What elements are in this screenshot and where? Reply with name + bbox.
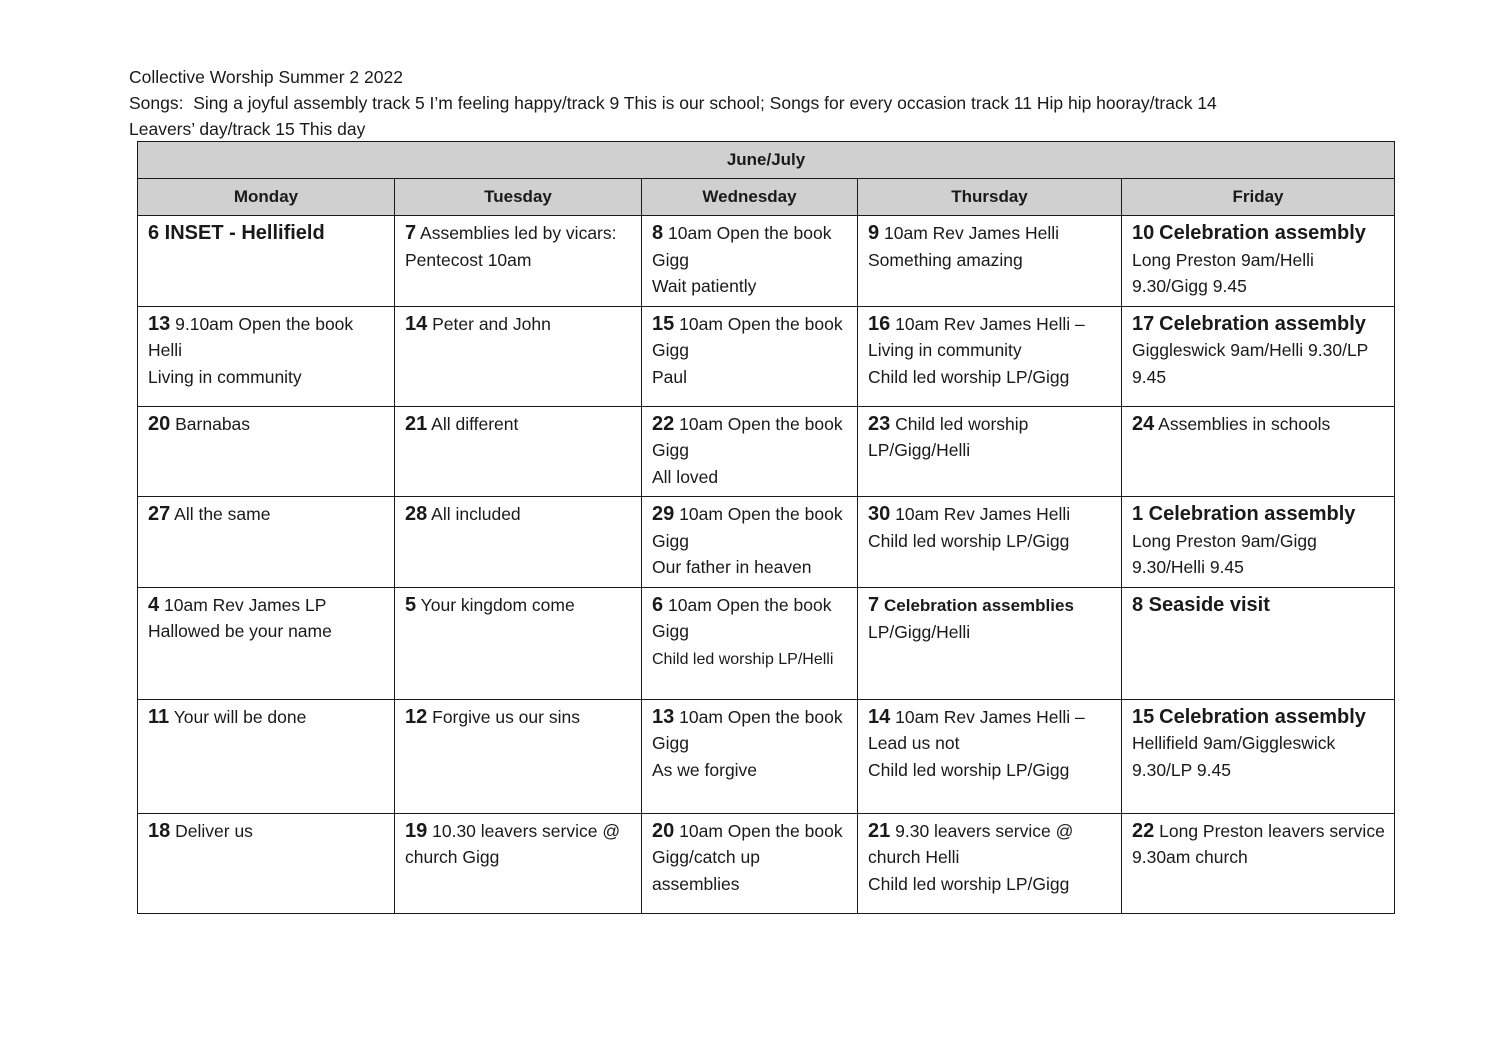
cell-text: 10am Open the book Gigg xyxy=(652,594,832,641)
cell-text: 10am Open the book Gigg xyxy=(652,706,843,753)
cell-wednesday xyxy=(642,216,858,307)
cell-monday xyxy=(138,699,395,813)
cell-text: 9.30 leavers service @ church Helli xyxy=(868,820,1074,867)
cell-text-2: Living in community xyxy=(148,366,302,387)
cell-date: 10 xyxy=(1132,222,1155,244)
cell-thursday xyxy=(858,813,1122,913)
cell-monday xyxy=(138,406,395,497)
cell-text: Assemblies led by vicars: Pentecost 10am xyxy=(405,223,617,270)
cell-date: 4 xyxy=(148,593,160,616)
cell-date: 12 xyxy=(405,705,428,728)
cell-thursday xyxy=(858,699,1122,813)
cell-date: 6 INSET - Hellifield xyxy=(148,222,325,244)
cell-monday xyxy=(138,216,395,307)
cell-tuesday xyxy=(395,497,642,588)
cell-text: 10am Rev James Helli xyxy=(884,223,1060,243)
table-row xyxy=(138,813,1395,913)
cell-tuesday xyxy=(395,699,642,813)
cell-text: 9.10am Open the book Helli xyxy=(148,313,354,360)
cell-date: 13 xyxy=(148,312,171,335)
cell-date: 28 xyxy=(405,503,428,525)
cell-text: All included xyxy=(431,504,521,524)
cell-tuesday xyxy=(395,587,642,699)
cell-text: Barnabas xyxy=(175,413,251,434)
cell-text: Giggleswick 9am/Helli 9.30/LP 9.45 xyxy=(1132,340,1369,387)
table-row xyxy=(138,306,1395,406)
cell-text-2: Wait patiently xyxy=(652,276,757,296)
cell-thursday xyxy=(858,587,1122,699)
cell-date: 1 Celebration assembly xyxy=(1132,503,1356,525)
cell-date: 15 xyxy=(652,312,675,335)
cell-text: Peter and John xyxy=(432,313,551,334)
cell-text: 10am Open the book Gigg xyxy=(652,504,843,551)
cell-text-2: Hallowed be your name xyxy=(148,621,332,641)
cell-text-2: Child led worship LP/Helli xyxy=(652,650,834,668)
cell-date: 29 xyxy=(652,503,675,525)
cell-text: Your will be done xyxy=(173,706,307,727)
cell-date: 18 xyxy=(148,819,171,842)
cell-text-2: Paul xyxy=(652,366,688,387)
cell-date: 22 xyxy=(652,412,675,435)
cell-text: Assemblies in schools xyxy=(1158,413,1331,434)
cell-monday xyxy=(138,587,395,699)
cell-date: 23 xyxy=(868,412,891,435)
cell-friday xyxy=(1122,699,1395,813)
cell-date: 9 xyxy=(868,222,880,244)
cell-text: 10am Rev James Helli – Lead us not xyxy=(868,706,1085,753)
period-header: June/July xyxy=(138,142,1395,179)
cell-date: 14 xyxy=(405,312,428,335)
cell-text-2: Child led worship LP/Gigg xyxy=(868,873,1070,894)
cell-text: 10am Rev James Helli – Living in community xyxy=(868,313,1085,360)
worship-calendar-table xyxy=(137,141,1395,914)
cell-tuesday xyxy=(395,216,642,307)
cell-date: 30 xyxy=(868,503,891,525)
cell-text: Child led worship LP/Gigg/Helli xyxy=(868,413,1029,460)
table-row xyxy=(138,406,1395,497)
document-heading xyxy=(129,64,1389,142)
cell-text-2: Child led worship LP/Gigg xyxy=(868,530,1070,551)
cell-date: 24 xyxy=(1132,412,1155,435)
cell-tuesday xyxy=(395,406,642,497)
cell-date: 6 xyxy=(652,593,664,616)
cell-text: 10am Open the book Gigg/catch up assemblies xyxy=(652,820,843,894)
cell-text-2: Our father in heaven xyxy=(652,557,812,577)
table-row xyxy=(138,216,1395,307)
cell-wednesday xyxy=(642,813,858,913)
cell-monday xyxy=(138,497,395,588)
cell-date: 19 xyxy=(405,819,428,842)
cell-friday xyxy=(1122,406,1395,497)
cell-text: Long Preston leavers service 9.30am church xyxy=(1132,820,1385,867)
cell-monday xyxy=(138,306,395,406)
cell-wednesday xyxy=(642,406,858,497)
cell-date: 11 xyxy=(148,705,170,728)
cell-text: 10am Open the book Gigg xyxy=(652,313,843,360)
cell-bold-text: Celebration assemblies xyxy=(884,595,1074,615)
cell-bold-text: Celebration assembly xyxy=(1159,705,1366,728)
cell-bold-text: Celebration assembly xyxy=(1159,312,1366,335)
cell-tuesday xyxy=(395,813,642,913)
cell-date: 27 xyxy=(148,503,171,525)
cell-date: 13 xyxy=(652,705,675,728)
cell-monday xyxy=(138,813,395,913)
cell-wednesday xyxy=(642,587,858,699)
table-row xyxy=(138,497,1395,588)
cell-date: 21 xyxy=(405,412,428,435)
cell-date: 15 xyxy=(1132,705,1155,728)
cell-thursday xyxy=(858,306,1122,406)
table-row xyxy=(138,699,1395,813)
cell-tuesday xyxy=(395,306,642,406)
cell-text: Hellifield 9am/Giggleswick 9.30/LP 9.45 xyxy=(1132,733,1336,780)
day-header-friday: Friday xyxy=(1122,179,1395,216)
cell-date: 8 xyxy=(652,222,664,244)
songs-line-1: Songs: Sing a joyful assembly track 5 I’m feeling happy/track 9 This is our school; Songs for every occasion track 11 Hip hip hooray/track 14 xyxy=(129,93,1217,113)
day-header-monday: Monday xyxy=(138,179,395,216)
cell-date: 7 xyxy=(868,593,880,616)
day-header-row xyxy=(138,179,1395,216)
cell-date: 5 xyxy=(405,593,417,616)
cell-text: LP/Gigg/Helli xyxy=(868,622,971,642)
period-header-row xyxy=(138,142,1395,179)
cell-date: 20 xyxy=(652,819,675,842)
cell-text: Deliver us xyxy=(175,820,253,841)
cell-text: 10am Rev James Helli xyxy=(895,504,1071,524)
cell-thursday xyxy=(858,406,1122,497)
cell-text-2: Child led worship LP/Gigg xyxy=(868,366,1070,387)
cell-friday xyxy=(1122,216,1395,307)
cell-text-2: Child led worship LP/Gigg xyxy=(868,759,1070,780)
cell-wednesday xyxy=(642,699,858,813)
cell-bold-text: Celebration assembly xyxy=(1159,222,1366,244)
day-header-thursday: Thursday xyxy=(858,179,1122,216)
table-row xyxy=(138,587,1395,699)
cell-date: 7 xyxy=(405,222,417,244)
cell-date: 14 xyxy=(868,705,891,728)
cell-text-2: Something amazing xyxy=(868,249,1023,270)
cell-text: All different xyxy=(431,413,519,434)
cell-friday xyxy=(1122,813,1395,913)
day-header-wednesday: Wednesday xyxy=(642,179,858,216)
cell-date: 21 xyxy=(868,819,891,842)
cell-text: All the same xyxy=(174,504,271,524)
cell-thursday xyxy=(858,497,1122,588)
cell-text: 10am Open the book Gigg xyxy=(652,413,843,460)
cell-text-2: As we forgive xyxy=(652,759,758,780)
cell-text-2: All loved xyxy=(652,466,719,487)
cell-wednesday xyxy=(642,497,858,588)
cell-text: 10.30 leavers service @ church Gigg xyxy=(405,820,621,867)
cell-date: 16 xyxy=(868,312,891,335)
cell-text: Your kingdom come xyxy=(420,594,575,615)
cell-text: Long Preston 9am/Gigg 9.30/Helli 9.45 xyxy=(1132,530,1317,577)
cell-thursday xyxy=(858,216,1122,307)
cell-date: 22 xyxy=(1132,819,1155,842)
cell-friday xyxy=(1122,587,1395,699)
cell-date: 8 Seaside visit xyxy=(1132,593,1270,616)
cell-wednesday xyxy=(642,306,858,406)
document-title: Collective Worship Summer 2 2022 xyxy=(129,67,403,87)
cell-friday xyxy=(1122,306,1395,406)
cell-text: Forgive us our sins xyxy=(432,706,580,727)
songs-line-2: Leavers’ day/track 15 This day xyxy=(129,119,366,139)
day-header-tuesday: Tuesday xyxy=(395,179,642,216)
cell-text: 10am Rev James LP xyxy=(164,594,327,615)
cell-text: 10am Open the book Gigg xyxy=(652,223,832,270)
cell-date: 17 xyxy=(1132,312,1155,335)
cell-date: 20 xyxy=(148,412,171,435)
cell-text: Long Preston 9am/Helli 9.30/Gigg 9.45 xyxy=(1132,249,1314,296)
cell-friday xyxy=(1122,497,1395,588)
